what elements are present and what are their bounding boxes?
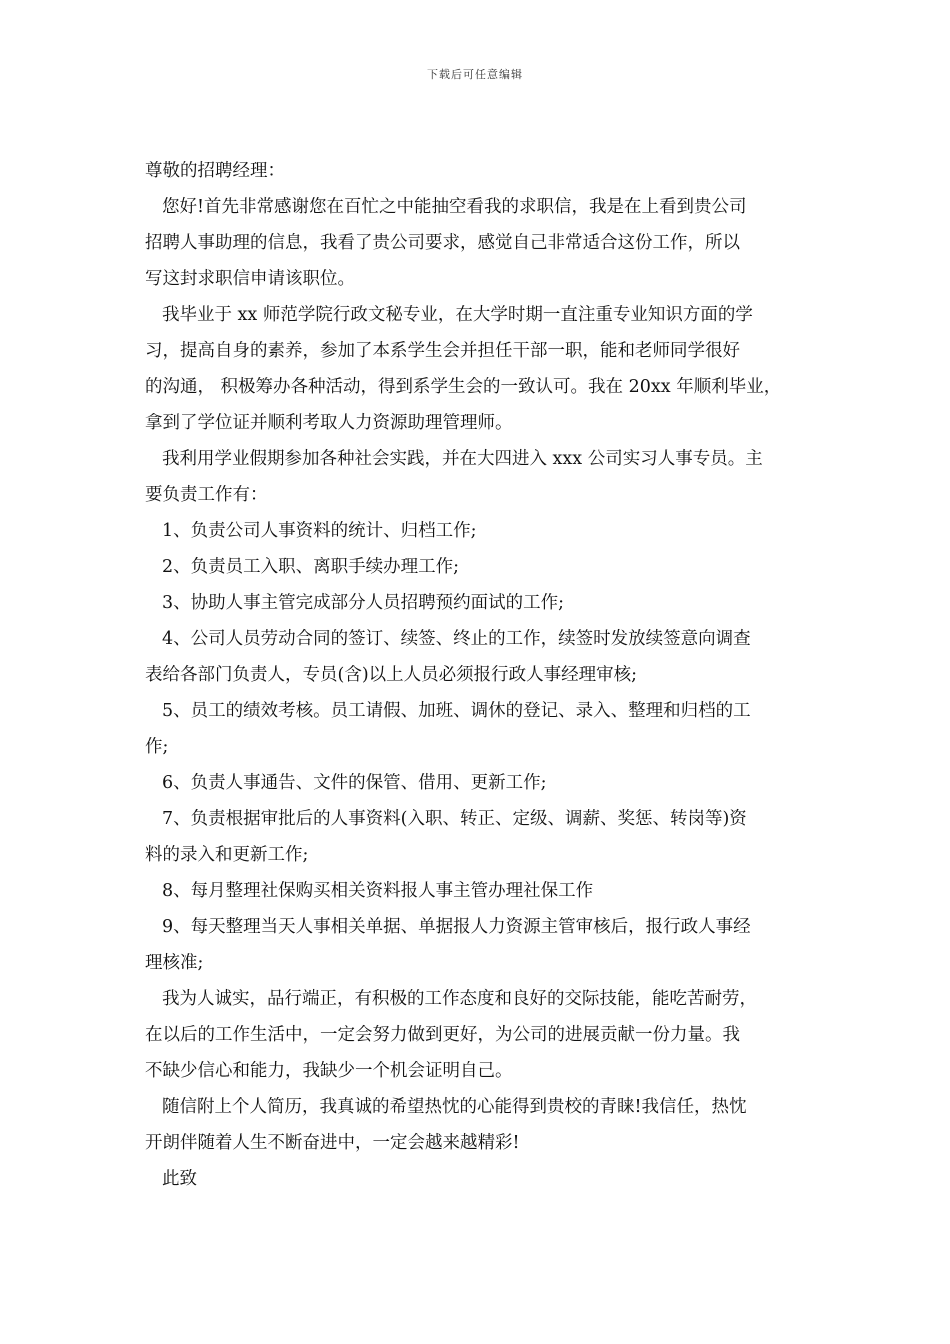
closing-line: 此致	[162, 1169, 197, 1189]
duty-list-item: 3、协助人事主管完成部分人员招聘预约面试的工作;	[162, 593, 565, 613]
duty-list-item: 9、每天整理当天人事相关单据、单据报人力资源主管审核后，报行政人事经	[162, 917, 751, 937]
text-line: 习，提高自身的素养，参加了本系学生会并担任干部一职，能和老师同学很好	[145, 341, 740, 361]
text-line: 不缺少信心和能力，我缺少一个机会证明自己。	[145, 1061, 513, 1081]
letter-body	[145, 156, 815, 1200]
duty-list-item: 2、负责员工入职、离职手续办理工作;	[162, 557, 460, 577]
text-line: 我毕业于 xx 师范学院行政文秘专业，在大学时期一直注重专业知识方面的学	[162, 305, 753, 325]
text-line: 随信附上个人简历，我真诚的希望热忱的心能得到贵校的青睐!我信任，热忱	[162, 1097, 747, 1117]
duty-list-item: 5、员工的绩效考核。员工请假、加班、调休的登记、录入、整理和归档的工	[162, 701, 751, 721]
salutation-line: 尊敬的招聘经理：	[145, 161, 285, 181]
text-line: 作;	[145, 737, 169, 757]
duty-list-item: 4、公司人员劳动合同的签订、续签、终止的工作，续签时发放续签意向调查	[162, 629, 751, 649]
text-line: 在以后的工作生活中，一定会努力做到更好，为公司的进展贡献一份力量。我	[145, 1025, 740, 1045]
text-line: 招聘人事助理的信息，我看了贵公司要求，感觉自己非常适合这份工作，所以	[145, 233, 740, 253]
duty-list-item: 8、每月整理社保购买相关资料报人事主管办理社保工作	[162, 881, 594, 901]
text-line: 料的录入和更新工作;	[145, 845, 309, 865]
text-line: 开朗伴随着人生不断奋进中，一定会越来越精彩!	[145, 1133, 520, 1153]
text-line: 的沟通， 积极筹办各种活动，得到系学生会的一致认可。我在 20xx 年顺利毕业，	[145, 377, 782, 397]
text-line: 理核准;	[145, 953, 204, 973]
text-line: 表给各部门负责人，专员(含)以上人员必须报行政人事经理审核;	[145, 665, 638, 685]
text-line: 写这封求职信申请该职位。	[145, 269, 355, 289]
text-line: 拿到了学位证并顺利考取人力资源助理管理师。	[145, 413, 513, 433]
text-line: 我为人诚实，品行端正，有积极的工作态度和良好的交际技能，能吃苦耐劳，	[162, 989, 757, 1009]
duty-list-item: 7、负责根据审批后的人事资料(入职、转正、定级、调薪、奖惩、转岗等)资	[162, 809, 747, 829]
text-line: 我利用学业假期参加各种社会实践，并在大四进入 xxx 公司实习人事专员。主	[162, 449, 763, 469]
duty-list-item: 6、负责人事通告、文件的保管、借用、更新工作;	[162, 773, 547, 793]
text-line: 要负责工作有：	[145, 485, 268, 505]
duty-list-item: 1、负责公司人事资料的统计、归档工作;	[162, 521, 477, 541]
text-line: 您好!首先非常感谢您在百忙之中能抽空看我的求职信，我是在上看到贵公司	[162, 197, 747, 217]
page-header: 下载后可任意编辑	[427, 68, 523, 81]
